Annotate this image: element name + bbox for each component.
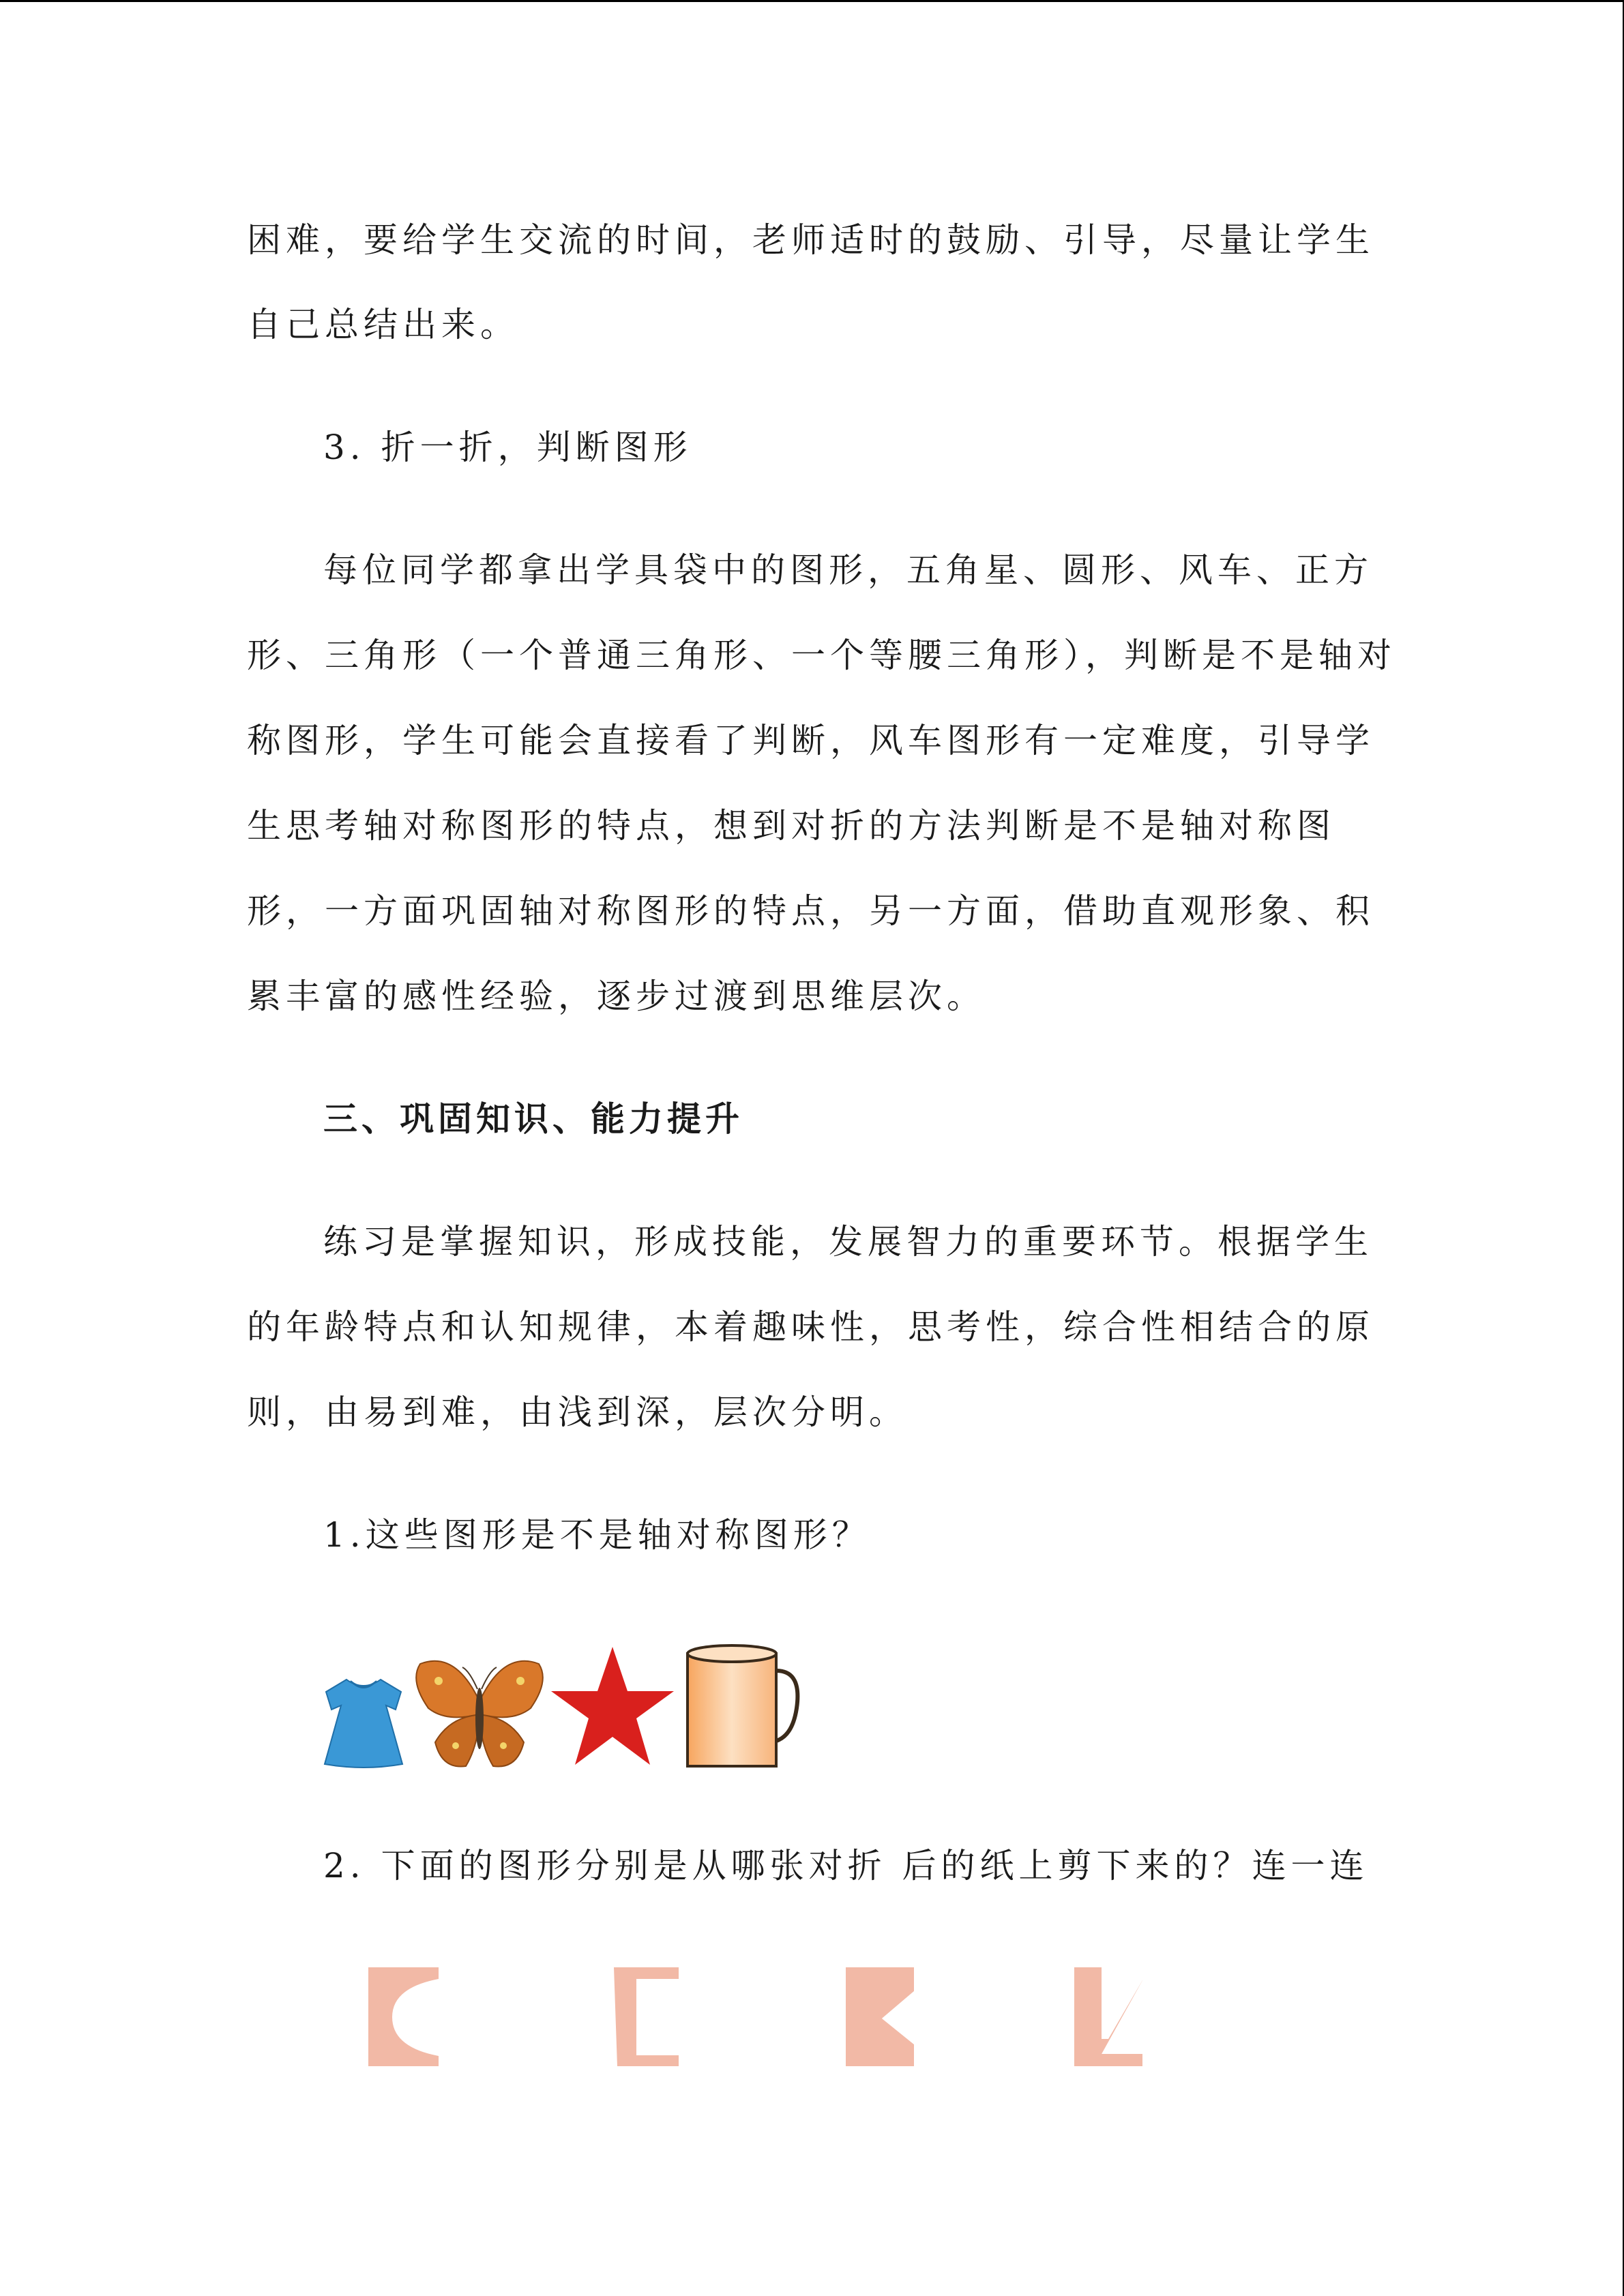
exercise-1-prompt: 1.这些图形是不是轴对称图形？	[323, 1515, 871, 1555]
paragraph-line: 的年龄特点和认知规律，本着趣味性，思考性，综合性相结合的原	[247, 1307, 1374, 1347]
mug-icon	[681, 1640, 807, 1776]
star-icon	[548, 1643, 677, 1770]
paragraph-line: 形、三角形（一个普通三角形、一个等腰三角形），判断是不是轴对	[247, 636, 1396, 675]
paragraph-line: 形，一方面巩固轴对称图形的特点，另一方面，借助直观形象、积	[247, 891, 1374, 931]
dress-icon	[319, 1674, 408, 1770]
exercise-1-figures	[319, 1633, 810, 1790]
subsection-heading: 3. 折一折，判断图形	[323, 428, 692, 467]
paragraph-line: 练习是掌握知识，形成技能，发展智力的重要环节。根据学生	[323, 1222, 1373, 1262]
paragraph-line: 自己总结出来。	[247, 305, 519, 344]
exercise-2-figures	[355, 1957, 1173, 2073]
paragraph-line: 生思考轴对称图形的特点，想到对折的方法判断是不是轴对称图	[247, 806, 1335, 846]
exercise-2-prompt: 2. 下面的图形分别是从哪张对折 后的纸上剪下来的？连一连	[323, 1846, 1369, 1885]
butterfly-icon	[408, 1647, 551, 1776]
paragraph-line: 每位同学都拿出学具袋中的图形，五角星、圆形、风车、正方	[323, 550, 1373, 590]
page-top-border	[0, 0, 1624, 2]
cut-shape-arc-icon	[365, 1964, 443, 2070]
paragraph-line: 累丰富的感性经验，逐步过渡到思维层次。	[247, 976, 986, 1016]
paragraph-line: 困难，要给学生交流的时间，老师适时的鼓励、引导，尽量让学生	[247, 220, 1374, 260]
cut-shape-slant-icon	[1071, 1964, 1146, 2070]
paragraph-line: 则，由易到难，由浅到深，层次分明。	[247, 1392, 908, 1432]
cut-shape-notch-icon	[842, 1964, 917, 2070]
paragraph-line: 称图形，学生可能会直接看了判断，风车图形有一定难度，引导学	[247, 721, 1374, 760]
section-heading: 三、巩固知识、能力提升	[323, 1099, 743, 1139]
cut-shape-trapezoid-icon	[610, 1964, 682, 2070]
